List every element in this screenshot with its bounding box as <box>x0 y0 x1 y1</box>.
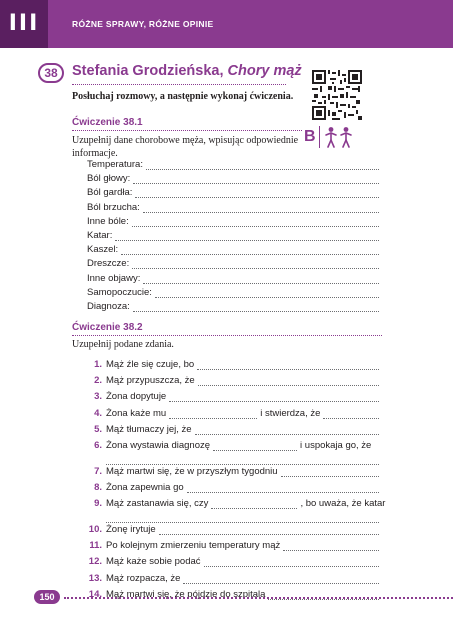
answer-line[interactable] <box>143 204 379 213</box>
item-number: 9. <box>94 498 102 509</box>
item-number: 13. <box>88 573 102 584</box>
symptom-label: Katar: <box>87 230 113 241</box>
symptom-label: Inne objawy: <box>87 272 141 284</box>
symptom-field[interactable] <box>87 185 379 198</box>
sentence-text: Mąż tłumaczy jej, że <box>106 424 192 435</box>
sentence-text: Żona każe mu <box>106 408 167 419</box>
symptom-field[interactable] <box>87 214 379 227</box>
sentence-item[interactable] <box>87 522 379 535</box>
sentence-text: Po kolejnym zmierzeniu temperatury mąż <box>106 540 281 551</box>
sentence-text: Mąż każe sobie podać <box>106 556 201 567</box>
symptom-field[interactable] <box>87 299 379 312</box>
qr-code-graphic <box>312 70 362 120</box>
answer-line[interactable] <box>183 575 379 584</box>
item-number: 6. <box>94 440 102 451</box>
chapter-header <box>0 0 453 48</box>
symptom-field[interactable] <box>87 285 379 298</box>
lesson-title <box>72 63 302 79</box>
answer-line[interactable] <box>323 410 379 419</box>
answer-line[interactable] <box>204 558 379 567</box>
lesson-instruction: Posłuchaj rozmowy, a następnie wykonaj ćwiczenia. <box>72 91 294 102</box>
symptom-label: Ból głowy: <box>87 173 131 185</box>
level-divider <box>319 126 320 148</box>
lesson-number-badge: 38 <box>38 63 64 83</box>
answer-line[interactable] <box>198 377 379 386</box>
answer-line[interactable] <box>159 526 379 535</box>
level-indicator <box>304 124 358 150</box>
symptom-label: Kaszel: <box>87 244 119 256</box>
symptom-label: Dreszcze: <box>87 258 130 270</box>
sentence-item[interactable] <box>87 464 379 477</box>
sentence-item[interactable] <box>87 389 379 402</box>
symptom-field[interactable] <box>87 228 379 241</box>
symptom-field[interactable] <box>87 242 379 255</box>
answer-line[interactable] <box>146 161 379 170</box>
answer-line[interactable] <box>197 361 379 370</box>
sentence-item[interactable] <box>87 373 379 386</box>
answer-line[interactable] <box>169 410 257 419</box>
lesson-title-author: Stefania Grodzieńska, <box>72 63 228 79</box>
level-label: B <box>304 128 316 145</box>
footer-rule <box>64 597 453 599</box>
answer-line[interactable] <box>132 260 379 269</box>
sentence-item[interactable] <box>87 422 379 435</box>
answer-line[interactable] <box>187 484 379 493</box>
sentence-item[interactable] <box>87 496 386 509</box>
sentence-text: Żona zapewnia go <box>106 482 184 493</box>
answer-line[interactable] <box>133 175 379 184</box>
item-number: 1. <box>94 359 102 370</box>
answer-line[interactable] <box>169 393 379 402</box>
item-number: 10. <box>88 524 102 535</box>
sentence-item[interactable] <box>87 406 379 419</box>
sentence-item[interactable] <box>87 480 379 493</box>
chapter-number: III <box>0 0 48 48</box>
symptom-label: Inne bóle: <box>87 215 129 227</box>
symptom-label: Temperatura: <box>87 159 143 170</box>
symptom-label: Samopoczucie: <box>87 286 152 298</box>
symptom-field[interactable] <box>87 157 379 170</box>
item-number: 12. <box>88 556 102 567</box>
answer-line[interactable] <box>132 218 379 227</box>
symptom-field[interactable] <box>87 171 379 184</box>
exercise-2-title: Ćwiczenie 38.2 <box>72 322 143 333</box>
sentence-text: Mąż przypuszcza, że <box>106 375 195 386</box>
item-number: 11. <box>89 540 102 551</box>
answer-line[interactable] <box>195 426 379 435</box>
sentence-text: Mąż martwi się, że pójdzie do szpitala <box>106 589 266 600</box>
symptom-label: Ból gardła: <box>87 187 133 199</box>
sentence-text: i uspokaja go, że <box>300 440 372 451</box>
answer-line[interactable] <box>133 303 379 312</box>
symptom-label: Diagnoza: <box>87 301 130 312</box>
item-number: 8. <box>94 482 102 493</box>
answer-line[interactable] <box>211 500 297 509</box>
pair-work-icon <box>323 126 355 153</box>
sentence-text: Mąż zastanawia się, czy <box>106 498 209 509</box>
sentence-text: Mąż martwi się, że w przyszłym tygodniu <box>106 466 278 477</box>
page-number: 150 <box>34 590 60 604</box>
answer-line[interactable] <box>213 442 297 451</box>
sentence-item[interactable] <box>87 571 379 584</box>
answer-line[interactable] <box>143 275 379 284</box>
item-number: 14. <box>88 589 102 600</box>
exercise-1-underline <box>72 130 302 131</box>
exercise-2-underline <box>72 335 382 336</box>
answer-line[interactable] <box>281 468 379 477</box>
symptom-field[interactable] <box>87 200 379 213</box>
answer-line[interactable] <box>135 189 379 198</box>
qr-code-icon[interactable] <box>312 70 362 120</box>
item-number: 4. <box>94 408 102 419</box>
item-number: 2. <box>94 375 102 386</box>
sentence-item[interactable] <box>87 538 379 551</box>
sentence-text: Żonę irytuje <box>106 524 156 535</box>
sentence-text: Mąż źle się czuje, bo <box>106 359 195 370</box>
symptom-label: Ból brzucha: <box>87 201 140 213</box>
exercise-1-instruction-line2: informacje. <box>72 148 118 159</box>
sentence-text: i stwierdza, że <box>260 408 321 419</box>
answer-line[interactable] <box>115 232 379 241</box>
item-number: 5. <box>94 424 102 435</box>
sentence-text: Żona wystawia diagnozę <box>106 440 211 451</box>
sentence-item[interactable] <box>87 357 379 370</box>
exercise-1-instruction-line1: Uzupełnij dane chorobowe męża, wpisując odpowiednie <box>72 135 299 146</box>
symptom-field[interactable] <box>87 256 379 269</box>
answer-line[interactable] <box>121 246 379 255</box>
sentence-item[interactable] <box>87 438 379 451</box>
sentence-text: Żona dopytuje <box>106 391 167 402</box>
sentence-text: , bo uważa, że katar <box>300 498 386 509</box>
answer-line[interactable] <box>155 289 379 298</box>
symptom-field[interactable] <box>87 271 379 284</box>
title-underline <box>72 84 286 85</box>
exercise-2-instruction: Uzupełnij podane zdania. <box>72 339 174 350</box>
section-title: RÓŻNE SPRAWY, RÓŻNE OPINIE <box>72 19 214 29</box>
exercise-1-title: Ćwiczenie 38.1 <box>72 117 143 128</box>
lesson-title-work: Chory mąż <box>227 63 302 79</box>
sentence-item[interactable] <box>87 554 379 567</box>
item-number: 7. <box>94 466 102 477</box>
answer-line[interactable] <box>283 542 379 551</box>
item-number: 3. <box>94 391 102 402</box>
sentence-text: Mąż rozpacza, że <box>106 573 181 584</box>
